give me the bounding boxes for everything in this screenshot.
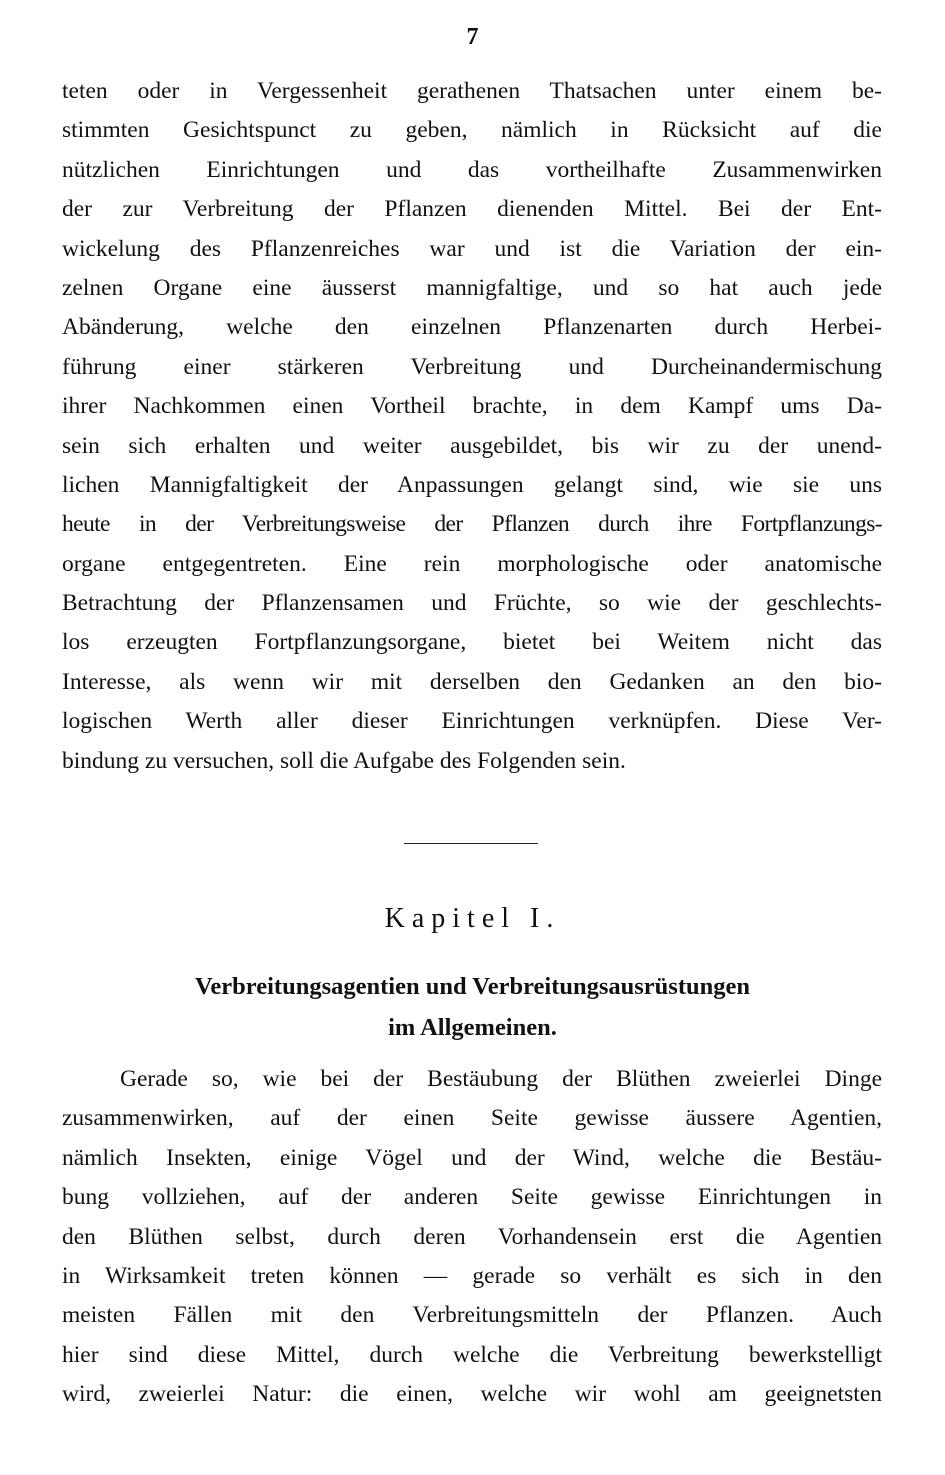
text-line: den Blüthen selbst, durch deren Vorhandensein erst die Agentien bbox=[62, 1223, 882, 1250]
text-line: stimmten Gesichtspunct zu geben, nämlich in Rücksicht auf die bbox=[62, 117, 882, 144]
text-line: organe entgegentreten. Eine rein morphologische oder anatomische bbox=[62, 550, 882, 577]
text-line: Abänderung, welche den einzelnen Pflanzenarten durch Herbei- bbox=[62, 314, 882, 341]
text-line: zusammenwirken, auf der einen Seite gewisse äussere Agentien, bbox=[62, 1105, 882, 1132]
text-line: sein sich erhalten und weiter ausgebildet, bis wir zu der unend- bbox=[62, 432, 882, 459]
text-line: heute in der Verbreitungsweise der Pflanzen durch ihre Fortpflanzungs- bbox=[62, 511, 882, 538]
text-line: bung vollziehen, auf der anderen Seite gewisse Einrichtungen in bbox=[62, 1184, 882, 1211]
text-line: der zur Verbreitung der Pflanzen dienenden Mittel. Bei der Ent- bbox=[62, 196, 882, 223]
text-line: führung einer stärkeren Verbreitung und Durcheinandermischung bbox=[62, 353, 882, 380]
body-paragraph bbox=[62, 1060, 882, 1415]
text-line: teten oder in Vergessenheit gerathenen Thatsachen unter einem be- bbox=[62, 78, 882, 104]
section-heading bbox=[0, 966, 945, 1048]
text-line: meisten Fällen mit den Verbreitungsmitteln der Pflanzen. Auch bbox=[62, 1302, 882, 1329]
page-number: 7 bbox=[466, 24, 479, 50]
text-line: wird, zweierlei Natur: die einen, welche wir wohl am geeignetsten bbox=[62, 1381, 882, 1408]
text-line: ihrer Nachkommen einen Vortheil brachte, in dem Kampf ums Da- bbox=[62, 393, 882, 420]
text-line: Betrachtung der Pflanzensamen und Früchte, so wie der geschlechts- bbox=[62, 590, 882, 617]
section-separator-rule bbox=[404, 843, 538, 844]
text-line: logischen Werth aller dieser Einrichtungen verknüpfen. Diese Ver- bbox=[62, 708, 882, 735]
text-line: nämlich Insekten, einige Vögel und der Wind, welche die Bestäu- bbox=[62, 1144, 882, 1171]
text-line: Interesse, als wenn wir mit derselben den Gedanken an den bio- bbox=[62, 668, 882, 695]
text-line: los erzeugten Fortpflanzungsorgane, bietet bei Weitem nicht das bbox=[62, 629, 882, 656]
text-line: wickelung des Pflanzenreiches war und ist die Variation der ein- bbox=[62, 235, 882, 262]
text-line: hier sind diese Mittel, durch welche die Verbreitung bewerkstelligt bbox=[62, 1341, 882, 1368]
text-line: zelnen Organe eine äusserst mannigfaltige, und so hat auch jede bbox=[62, 274, 882, 301]
text-line: in Wirksamkeit treten können — gerade so verhält es sich in den bbox=[62, 1262, 882, 1289]
intro-paragraph bbox=[62, 72, 882, 781]
section-heading-line: im Allgemeinen. bbox=[388, 1014, 557, 1041]
section-heading-line: Verbreitungsagentien und Verbreitungsausrüstungen bbox=[194, 973, 750, 1000]
text-line: lichen Mannigfaltigkeit der Anpassungen gelangt sind, wie sie uns bbox=[62, 471, 882, 498]
text-line: Gerade so, wie bei der Bestäubung der Blüthen zweierlei Dinge bbox=[120, 1066, 882, 1092]
text-line: bindung zu versuchen, soll die Aufgabe des Folgenden sein. bbox=[62, 747, 626, 774]
chapter-title: Kapitel I. bbox=[384, 903, 561, 934]
text-line: nützlichen Einrichtungen und das vortheilhafte Zusammenwirken bbox=[62, 156, 882, 183]
